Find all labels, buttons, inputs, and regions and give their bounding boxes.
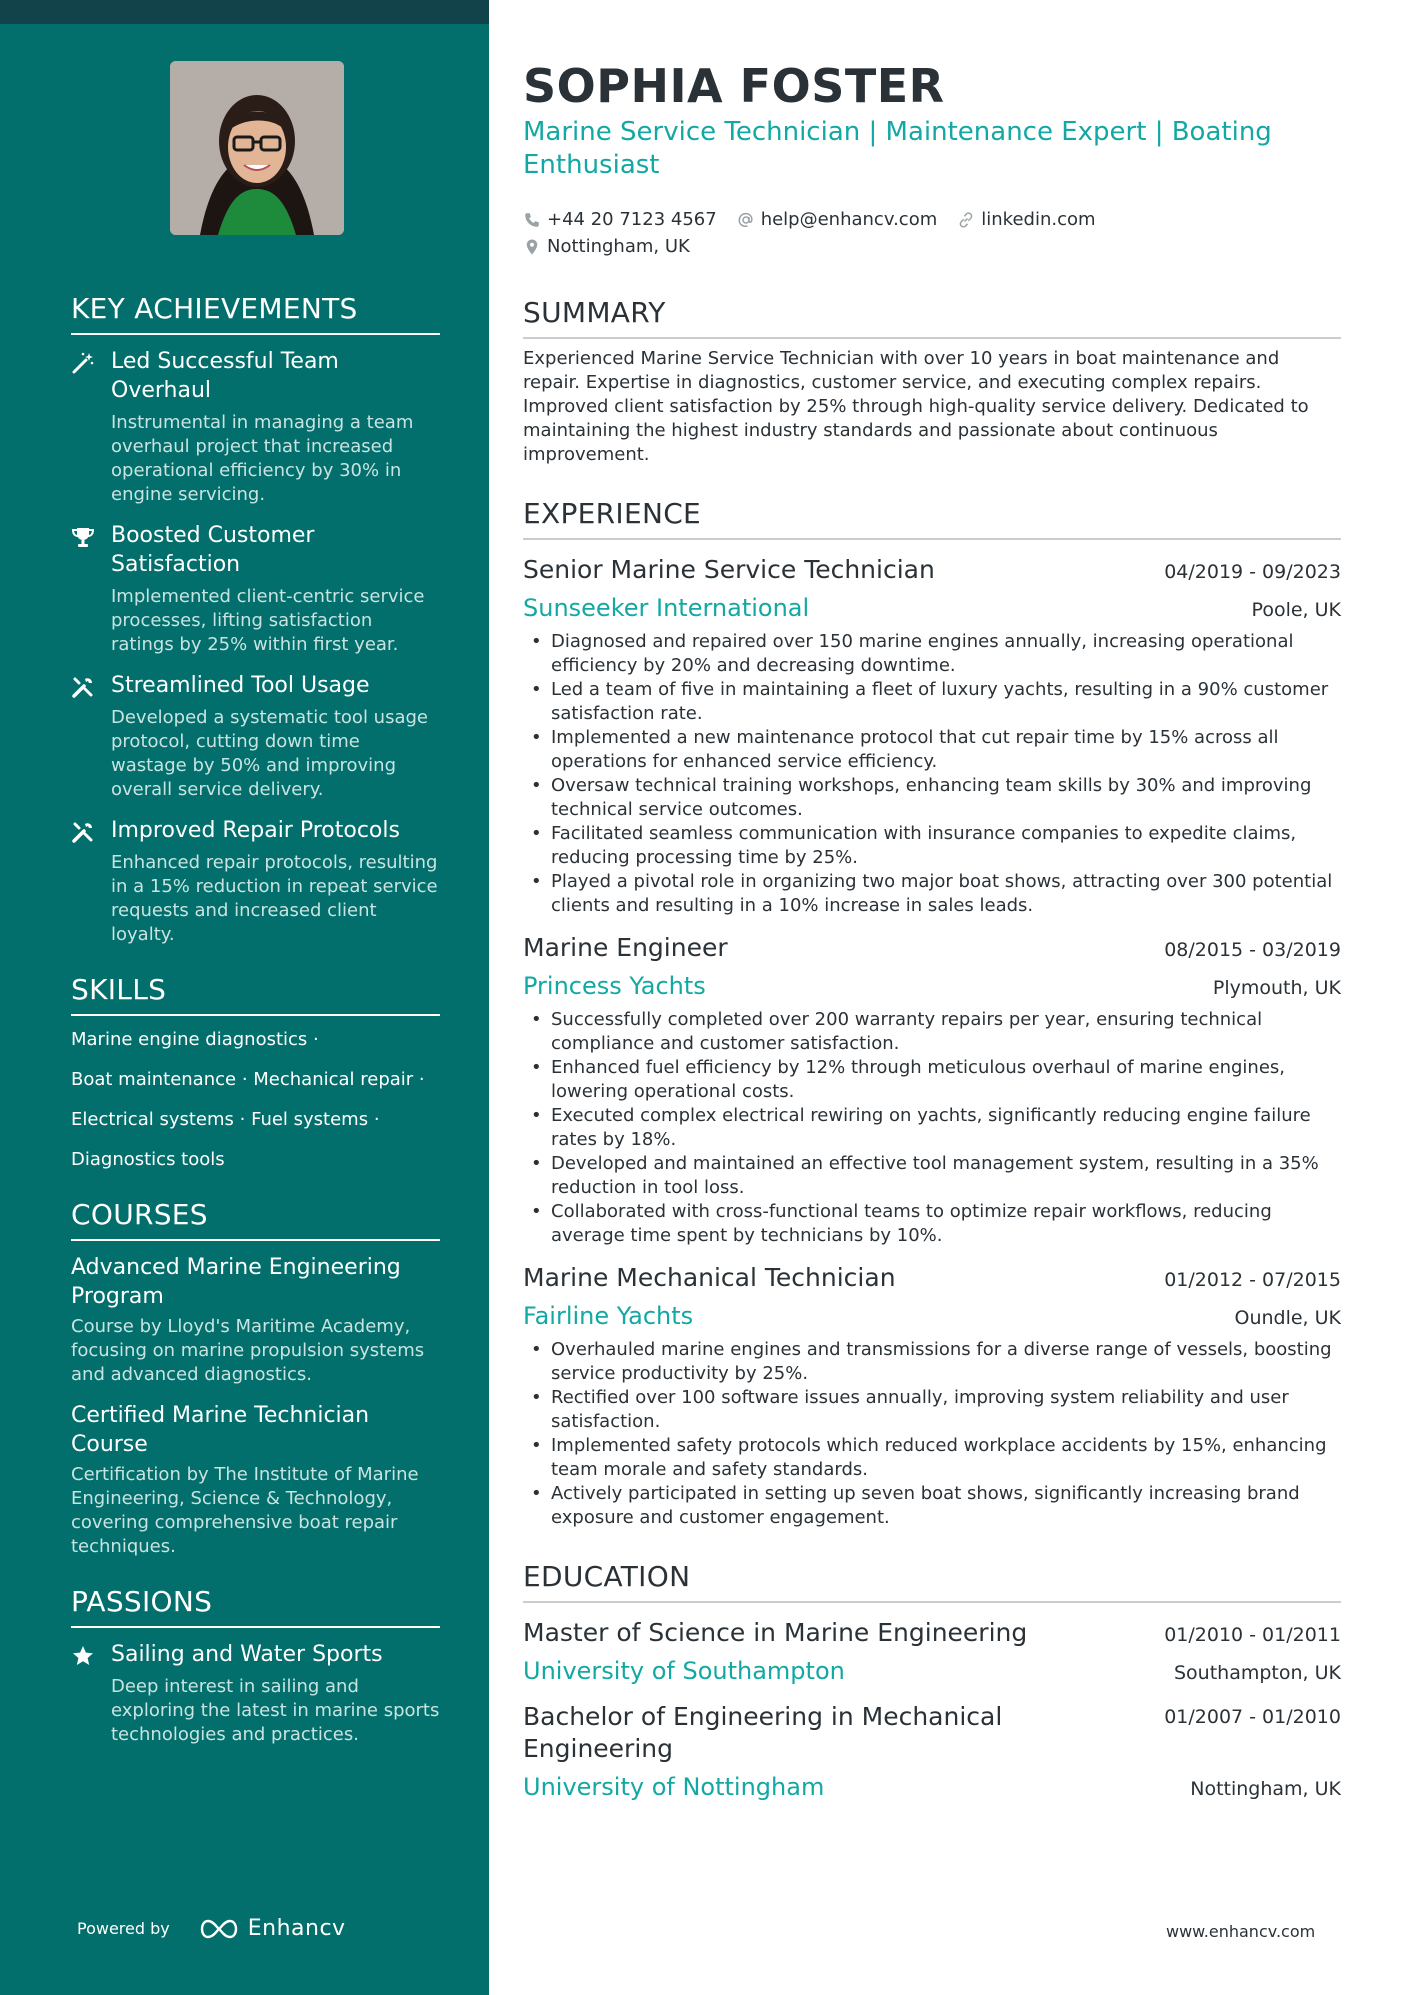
candidate-name: SOPHIA FOSTER [523, 59, 945, 113]
course-desc: Course by Lloyd's Maritime Academy, focusing on marine propulsion systems and advanced diagnostics. [71, 1316, 425, 1385]
achievement-title: Improved Repair Protocols [111, 818, 400, 843]
sidebar-content [71, 292, 440, 1761]
job-bullet: • Implemented a new maintenance protocol that cut repair time by 15% across all operations for enhanced service efficiency. [523, 726, 1341, 774]
education-dates: 01/2007 - 01/2010 [1164, 1706, 1341, 1728]
achievement-desc: Developed a systematic tool usage protocol, cutting down time wastage by 50% and improving overall service delivery. [111, 707, 428, 800]
achievement-desc: Enhanced repair protocols, resulting in a 15% reduction in repeat service requests and increased client loyalty. [111, 852, 438, 945]
enhancv-logo [196, 1916, 346, 1941]
job-bullet: • Played a pivotal role in organizing two major boat shows, attracting over 300 potential clients and resulting in a 10% increase in sales leads. [523, 870, 1341, 918]
school-location: Southampton, UK [1174, 1662, 1341, 1684]
achievement-title: Boosted Customer Satisfaction [111, 523, 315, 577]
phone-icon [523, 211, 541, 229]
job-dates: 08/2015 - 03/2019 [1164, 939, 1341, 961]
job-location: Oundle, UK [1234, 1307, 1341, 1329]
passions-title: PASSIONS [71, 1585, 440, 1628]
contact-location [523, 233, 690, 260]
footer-url[interactable]: www.enhancv.com [1166, 1922, 1316, 1941]
job-bullet: • Actively participated in setting up seven boat shows, significantly increasing brand exposure and customer engagement. [523, 1482, 1341, 1530]
education-section [523, 1560, 1341, 1803]
job-location: Plymouth, UK [1212, 977, 1341, 999]
linkedin-text[interactable]: linkedin.com [981, 209, 1096, 230]
job-company: Fairline Yachts [523, 1302, 694, 1330]
job-entry [523, 554, 1341, 918]
job-entry [523, 1262, 1341, 1530]
skill-line: Electrical systems · Fuel systems · [71, 1109, 380, 1130]
achievement-desc: Implemented client-centric service processes, lifting satisfaction ratings by 25% within first year. [111, 586, 425, 655]
at-icon [737, 211, 755, 229]
enhancv-wordmark: Enhancv [247, 1916, 346, 1941]
trophy-icon [71, 525, 95, 549]
job-location: Poole, UK [1251, 599, 1341, 621]
course-item [71, 1253, 440, 1387]
profile-photo [170, 61, 344, 235]
job-dates: 04/2019 - 09/2023 [1164, 561, 1341, 583]
powered-by-label: Powered by [77, 1919, 170, 1938]
education-entry [523, 1701, 1341, 1803]
powered-by [77, 1916, 346, 1941]
achievement-title: Streamlined Tool Usage [111, 673, 370, 698]
job-entry [523, 932, 1341, 1248]
tools-icon [71, 675, 95, 699]
job-bullets [523, 1008, 1341, 1248]
job-title: Marine Mechanical Technician [523, 1263, 896, 1292]
job-bullet: • Implemented safety protocols which reduced workplace accidents by 15%, enhancing team morale and safety standards. [523, 1434, 1341, 1482]
course-title: Certified Marine Technician Course [71, 1403, 370, 1457]
summary-text: Experienced Marine Service Technician with over 10 years in boat maintenance and repair. Expertise in diagnostics, customer service, and executing complex repairs. Improved client satisfaction by 25% through high-quality service delivery. Dedicated to maintaining the highest industry standards and passionate about continuous improvement. [523, 348, 1309, 465]
tools-icon [71, 820, 95, 844]
achievement-item [71, 521, 440, 657]
passion-item [71, 1640, 440, 1747]
achievement-title: Led Successful Team Overhaul [111, 349, 339, 403]
achievements-title: KEY ACHIEVEMENTS [71, 292, 440, 335]
achievement-item [71, 347, 440, 507]
school-location: Nottingham, UK [1190, 1778, 1341, 1800]
enhancv-logo-icon [196, 1917, 242, 1941]
job-bullet: • Led a team of five in maintaining a fleet of luxury yachts, resulting in a 90% customer satisfaction rate. [523, 678, 1341, 726]
phone-text: +44 20 7123 4567 [547, 209, 717, 230]
link-icon [957, 211, 975, 229]
job-bullet: • Oversaw technical training workshops, enhancing team skills by 30% and improving technical service outcomes. [523, 774, 1341, 822]
education-dates: 01/2010 - 01/2011 [1164, 1624, 1341, 1646]
job-bullet: • Rectified over 100 software issues annually, improving system reliability and user satisfaction. [523, 1386, 1341, 1434]
education-entry [523, 1617, 1341, 1687]
job-bullet: • Successfully completed over 200 warranty repairs per year, ensuring technical compliance and customer satisfaction. [523, 1008, 1341, 1056]
experience-title: EXPERIENCE [523, 497, 1341, 540]
contact-linkedin[interactable] [957, 206, 1095, 233]
achievement-desc: Instrumental in managing a team overhaul project that increased operational efficiency by 30% in engine servicing. [111, 412, 414, 505]
experience-section [523, 497, 1341, 1530]
job-bullet: • Diagnosed and repaired over 150 marine engines annually, increasing operational efficiency by 20% and decreasing downtime. [523, 630, 1341, 678]
magic-wand-icon [71, 351, 95, 375]
job-title: Marine Engineer [523, 933, 728, 962]
skills-list [71, 1028, 440, 1172]
contact-info [523, 206, 1283, 260]
location-pin-icon [523, 238, 541, 256]
contact-phone [523, 206, 717, 233]
summary-section [523, 296, 1341, 467]
job-company: Sunseeker International [523, 594, 810, 622]
contact-email[interactable] [737, 206, 938, 233]
passion-title: Sailing and Water Sports [111, 1642, 383, 1667]
job-bullet: • Executed complex electrical rewiring on yachts, significantly reducing engine failure rates by 18%. [523, 1104, 1341, 1152]
job-title: Senior Marine Service Technician [523, 555, 935, 584]
course-title: Advanced Marine Engineering Program [71, 1255, 401, 1309]
degree-title: Bachelor of Engineering in Mechanical Engineering [523, 1702, 1003, 1763]
skill-line: Diagnostics tools [71, 1149, 225, 1170]
email-text[interactable]: help@enhancv.com [760, 209, 938, 230]
job-company: Princess Yachts [523, 972, 706, 1000]
school-name: University of Nottingham [523, 1773, 825, 1801]
achievement-item [71, 671, 440, 802]
job-bullet: • Facilitated seamless communication with insurance companies to expedite claims, reducing processing time by 25%. [523, 822, 1341, 870]
job-dates: 01/2012 - 07/2015 [1164, 1269, 1341, 1291]
job-bullets [523, 1338, 1341, 1530]
sidebar [0, 0, 489, 1995]
job-bullet: • Enhanced fuel efficiency by 12% through meticulous overhaul of marine engines, lowering operational costs. [523, 1056, 1341, 1104]
skills-title: SKILLS [71, 973, 440, 1016]
main-content [523, 58, 1341, 1803]
school-name: University of Southampton [523, 1657, 845, 1685]
location-text: Nottingham, UK [547, 236, 690, 257]
course-item [71, 1401, 440, 1559]
job-bullet: • Overhauled marine engines and transmissions for a diverse range of vessels, boosting service productivity by 25%. [523, 1338, 1341, 1386]
degree-title: Master of Science in Marine Engineering [523, 1618, 1028, 1647]
education-title: EDUCATION [523, 1560, 1341, 1603]
star-icon [71, 1644, 95, 1668]
job-bullets [523, 630, 1341, 918]
passion-desc: Deep interest in sailing and exploring the latest in marine sports technologies and practices. [111, 1676, 440, 1745]
course-desc: Certification by The Institute of Marine Engineering, Science & Technology, covering comprehensive boat repair techniques. [71, 1464, 419, 1557]
courses-title: COURSES [71, 1198, 440, 1241]
sidebar-top-bar [0, 0, 489, 24]
candidate-headline: Marine Service Technician | Maintenance Expert | Boating Enthusiast [523, 117, 1272, 180]
summary-title: SUMMARY [523, 296, 1341, 339]
achievement-item [71, 816, 440, 947]
skill-line: Boat maintenance · Mechanical repair · [71, 1069, 425, 1090]
skill-line: Marine engine diagnostics · [71, 1029, 319, 1050]
job-bullet: • Collaborated with cross-functional teams to optimize repair workflows, reducing average time spent by technicians by 10%. [523, 1200, 1341, 1248]
job-bullet: • Developed and maintained an effective tool management system, resulting in a 35% reduction in tool loss. [523, 1152, 1341, 1200]
